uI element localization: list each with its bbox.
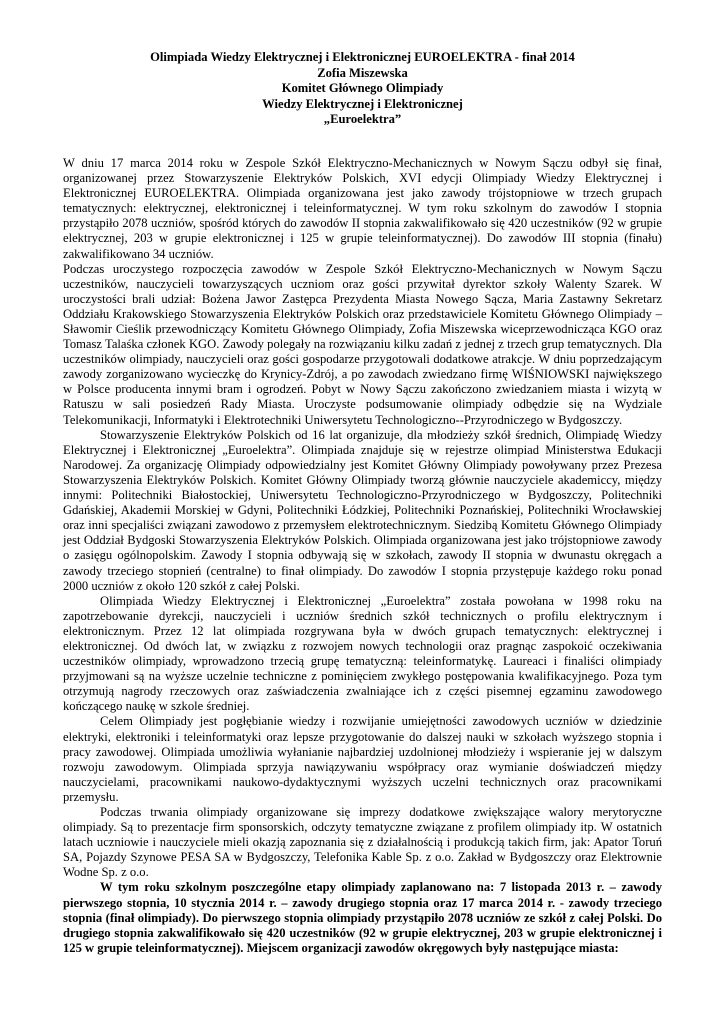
paragraph-additional-events: Podczas trwania olimpiady organizowane się imprezy dodatkowe zwiększające walory merytoryczne olimpiady. Są to prezentacje firm sponsorskich, odczyty tematyczne związane z profilem olimpiady itp. W ostatnich latach uczniowie i nauczyciele mieli okazją zapoznania się z działalnością i produkcją takich firm, jak: Apator Toruń SA, Pojazdy Szynowe PESA SA w Bydgoszczy, Telefonika Kable Sp. z o.o. Zakład w Bydgoszczy oraz Elektrownie Wodne Sp. z o.o.: [63, 805, 662, 880]
author-affiliation-line-2: Wiedzy Elektrycznej i Elektronicznej: [262, 96, 463, 111]
author-affiliation-line-1: Komitet Głównego Olimpiady: [281, 81, 444, 96]
paragraph-final-event: W dniu 17 marca 2014 roku w Zespole Szkół Elektryczno-Mechanicznych w Nowym Sączu odbył się finał, organizowanej przez Stowarzyszenie Elektryków Polskich, XVI edycji Olimpiady Wiedzy Elektrycznej i Elektronicznej EUROELEKTRA. Olimpiada organizowana jest jako zawody trójstopniowe w trzech grupach tematycznych: elektrycznej, elektronicznej i teleinformatycznej. W tym roku szkolnym do zawodów I stopnia przystąpiło 2078 uczniów, spośród których do zawodów II stopnia zakwalifikowało się 420 uczestników (92 w grupie elektrycznej, 203 w grupie elektronicznej i 125 w grupie teleinformatycznej). Do zawodów III stopnia (finału) zakwalifikowano 34 uczniów.: [63, 155, 662, 261]
paragraph-opening-ceremony: Podczas uroczystego rozpoczęcia zawodów w Zespole Szkół Elektryczno-Mechanicznych w Nowym Sączu uczestników, nauczycieli towarzyszących uczniom oraz gości przywitał dyrektor szkoły Walenty Szarek. W uroczystości brali udział: Bożena Jawor Zastępca Prezydenta Miasta Nowego Sącza, Maria Zastawny Sekretarz Oddziału Krakowskiego Stowarzyszenia Elektryków Polskich oraz przedstawiciele Komitetu Głównego Olimpiady – Sławomir Cieślik przewodniczący Komitetu Głównego Olimpiady, Zofia Miszewska wiceprzewodnicząca KGO oraz Tomasz Talaśka członek KGO. Zawody polegały na rozwiązaniu kilku zadań z jednej z trzech grup tematycznych. Dla uczestników olimpiady, nauczycieli oraz gości gospodarze przygotowali dodatkowe atrakcje. W dniu poprzedzającym zawody zorganizowano wycieczkę do Krynicy-Zdrój, a po zawodach zwiedzano firmę WIŚNIOWSKI największego w Polsce producenta innymi bram i ogrodzeń. Pobyt w Nowy Sączu zakończono zwiedzaniem miasta i wizytą w Ratuszu w sali posiedzeń Rady Miasta. Uroczyste podsumowanie olimpiady odbędzie się na Wydziale Telekomunikacji, Informatyki i Elektrotechniki Uniwersytetu Technologiczno--Przyrodniczego w Bydgoszczy.: [63, 261, 662, 427]
paragraph-history: Olimpiada Wiedzy Elektrycznej i Elektronicznej „Euroelektra” została powołana w 1998 roku na zapotrzebowanie dyrekcji, nauczycieli i uczniów średnich szkół technicznych o profilu elektrycznym i elektronicznym. Przez 12 lat olimpiada rozgrywana była w dwóch grupach tematycznych: elektrycznej i elektronicznej. Od dwóch lat, w związku z rozwojem nowych technologii oraz pragnąc zaspokoić oczekiwania uczestników olimpiady, wprowadzono trzecią grupę tematyczną: teleinformatykę. Laureaci i finaliści olimpiady przyjmowani są na wyższe uczelnie techniczne z pominięciem zwykłego postępowania kwalifikacyjnego. Poza tym otrzymują nagrody rzeczowych oraz zaświadczenia zwalniające ich z części pisemnej egzaminu zawodowego kończącego naukę w szkole średniej.: [63, 593, 662, 714]
document-body: [63, 156, 662, 956]
paragraph-organizer: Stowarzyszenie Elektryków Polskich od 16 lat organizuje, dla młodzieży szkół średnich, Olimpiadę Wiedzy Elektrycznej i Elektronicznej „Euroelektra”. Olimpiada znajduje się w rejestrze olimpiad Ministerstwa Edukacji Narodowej. Za organizację Olimpiady odpowiedzialny jest Komitet Główny Olimpiady powoływany przez Prezesa Stowarzyszenia Elektryków Polskich. Komitet Główny Olimpiady tworzą głównie nauczyciele akademiccy, między innymi: Politechniki Białostockiej, Uniwersytetu Technologiczno-Przyrodniczego w Bydgoszczy, Politechniki Gdańskiej, Akademii Morskiej w Gdyni, Politechniki Łódzkiej, Politechniki Poznańskiej, Politechniki Wrocławskiej oraz inni specjaliści związani zawodowo z przemysłem elektrotechnicznym. Siedzibą Komitetu Głównego Olimpiady jest Oddział Bydgoski Stowarzyszenia Elektryków Polskich. Olimpiada organizowana jest jako trójstopniowe zawody o zasięgu ogólnopolskim. Zawody I stopnia odbywają się w szkołach, zawody II stopnia w dwunastu okręgach a zawody trzeciego stopnień (centralne) to finał olimpiady. Do zawodów I stopnia przystępuje każdego roku ponad 2000 uczniów z około 120 szkół z całej Polski.: [63, 427, 662, 593]
paragraph-schedule: W tym roku szkolnym poszczególne etapy olimpiady zaplanowano na: 7 listopada 2013 r. – zawody pierwszego stopnia, 10 stycznia 2014 r. – zawody drugiego stopnia oraz 17 marca 2014 r. - zawody trzeciego stopnia (finał olimpiady). Do pierwszego stopnia olimpiady przystąpiło 2078 uczniów ze szkół z całej Polski. Do drugiego stopnia zakwalifikowało się 420 uczestników (92 w grupie elektrycznej, 203 w grupie elektronicznej i 125 w grupie teleinformatycznej). Miejscem organizacji zawodów okręgowych były następujące miasta:: [63, 880, 662, 955]
author-affiliation-line-3: „Euroelektra”: [323, 112, 402, 127]
document-header: [63, 50, 662, 128]
author-name: Zofia Miszewska: [317, 65, 408, 80]
document-title: Olimpiada Wiedzy Elektrycznej i Elektronicznej EUROELEKTRA - finał 2014: [150, 50, 575, 64]
paragraph-goals: Celem Olimpiady jest pogłębianie wiedzy i rozwijanie umiejętności zawodowych uczniów w dziedzinie elektryki, elektroniki i teleinformatyki oraz lepsze przygotowanie do dalszej nauki w szkołach wyższego stopnia i pracy zawodowej. Olimpiada umożliwia wyłanianie najbardziej uzdolnionej młodzieży i wspieranie jej w dalszym rozwoju zawodowym. Olimpiada sprzyja nawiązywaniu współpracy oraz wymianie doświadczeń między nauczycielami, pracownikami naukowo-dydaktycznymi wyższych uczelni technicznych oraz pracownikami przemysłu.: [63, 714, 662, 804]
